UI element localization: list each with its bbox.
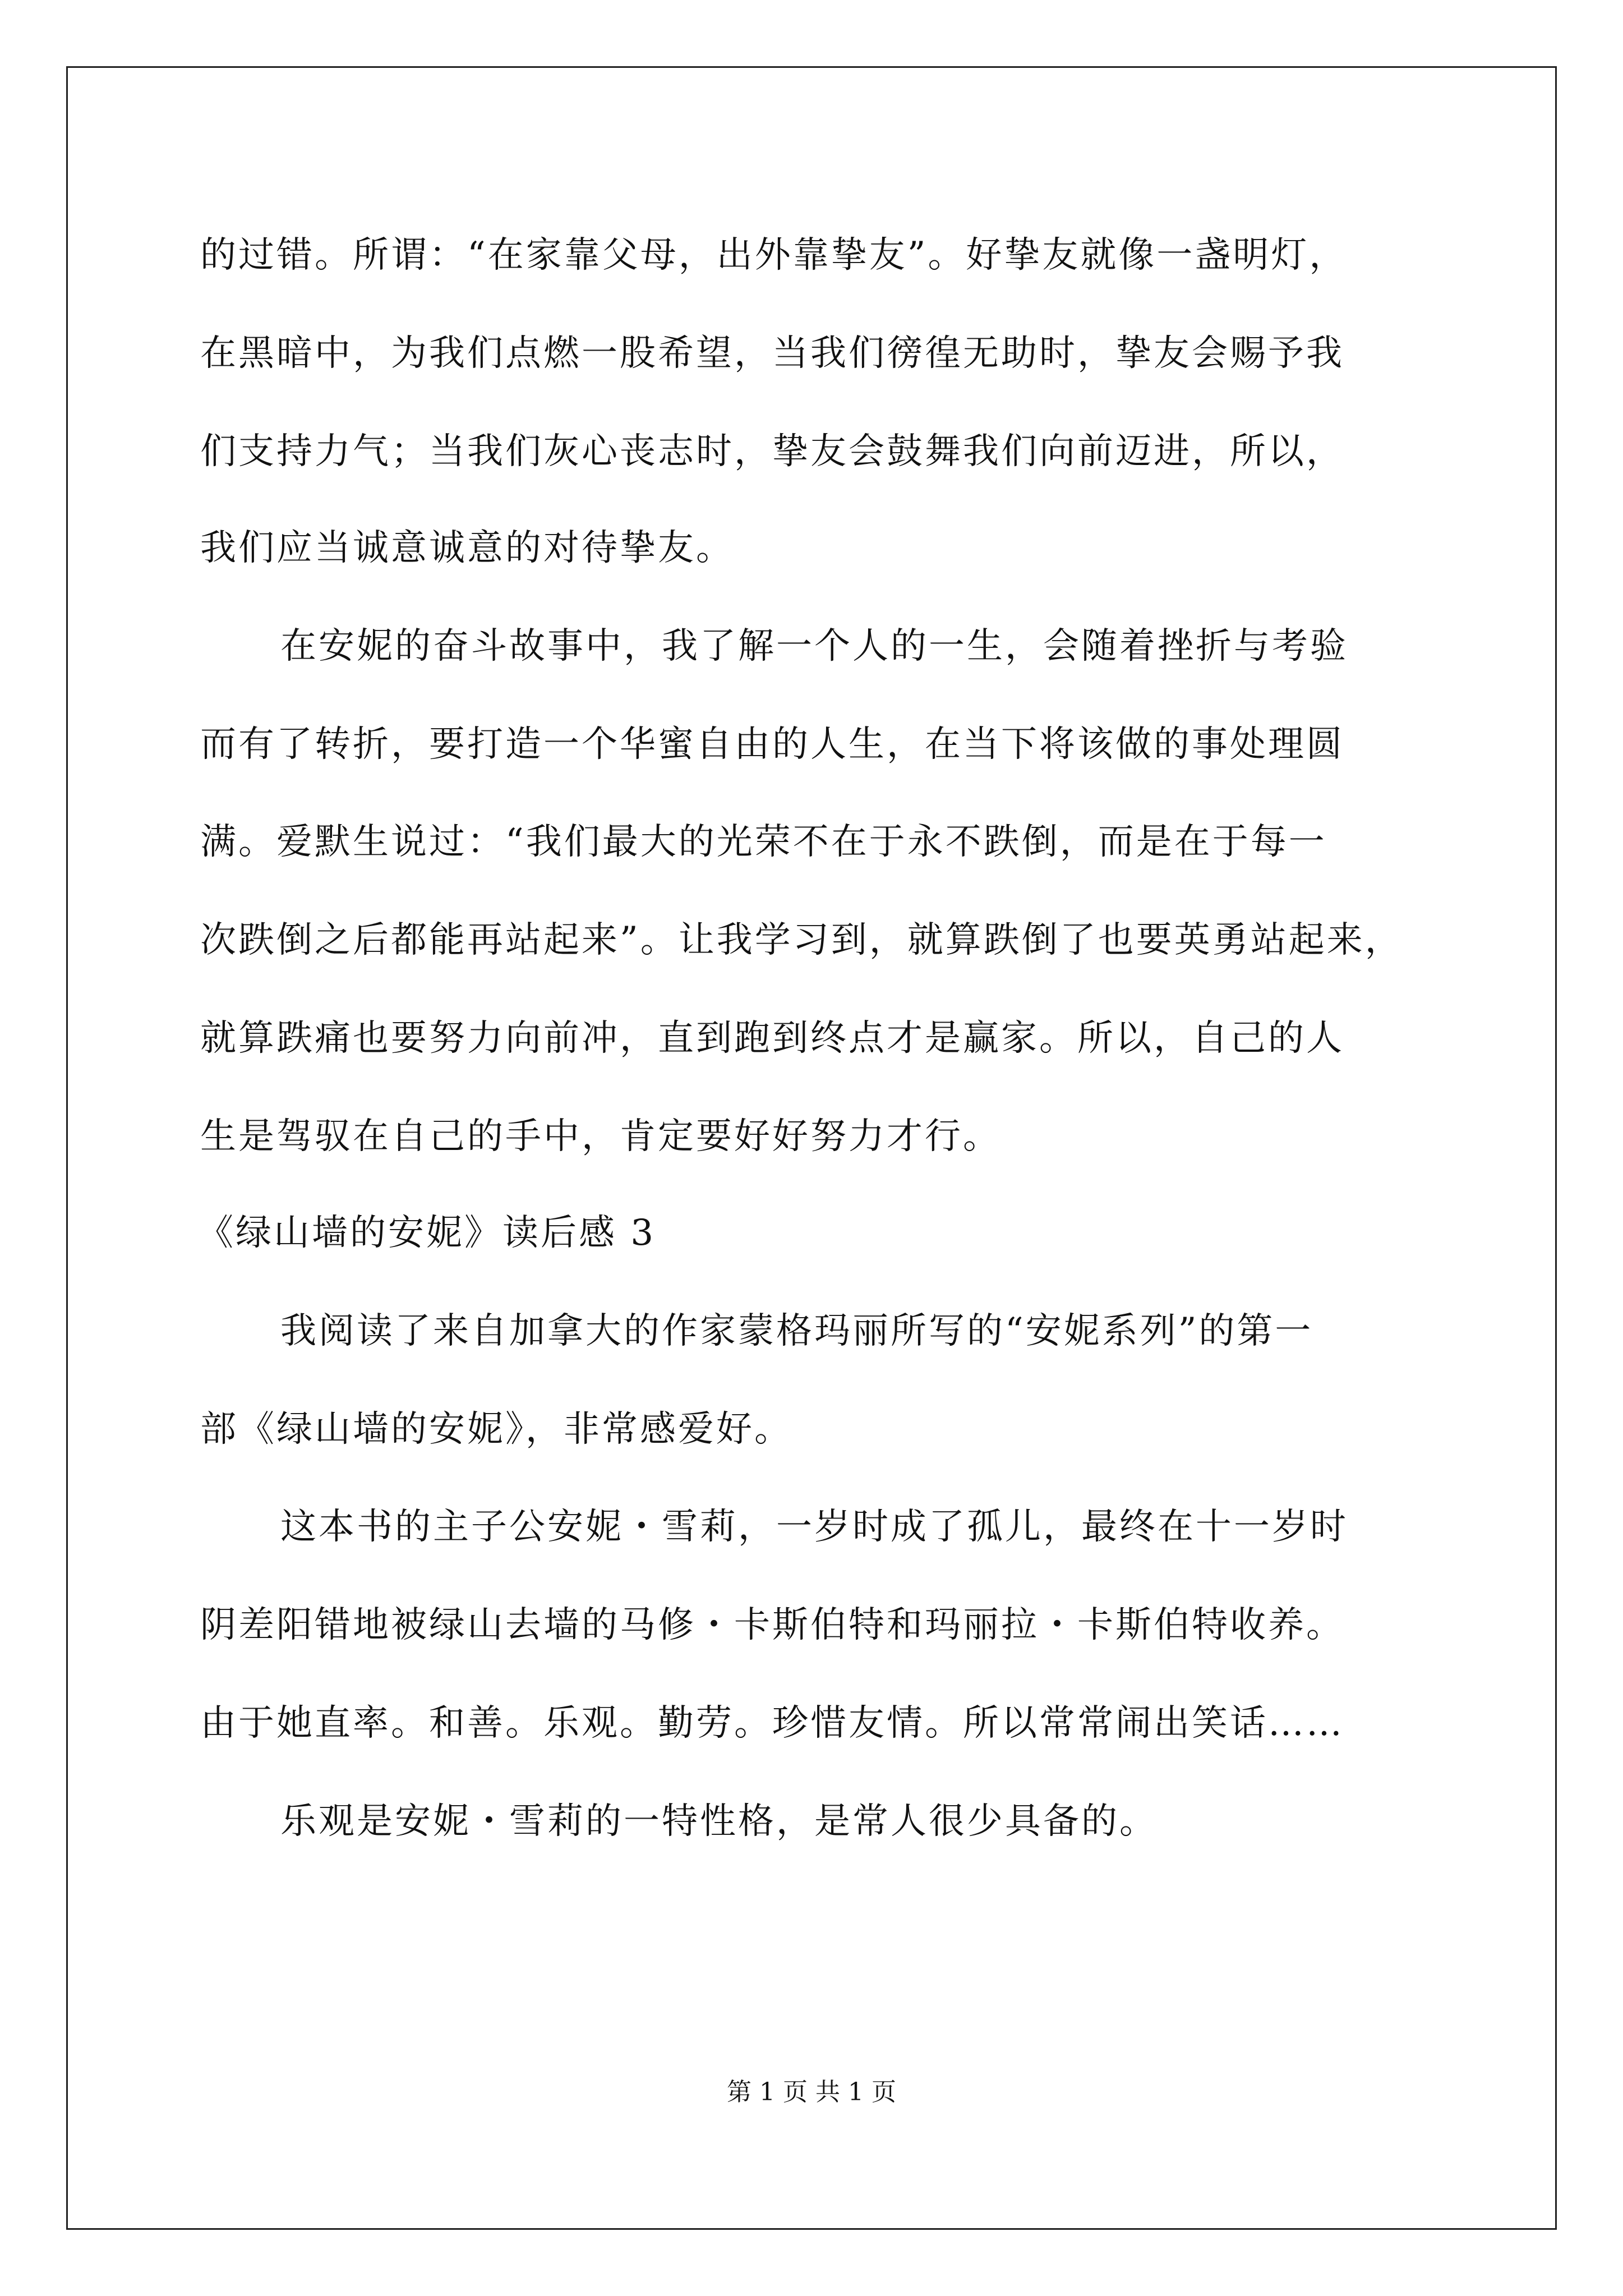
text-line: 部《绿山墙的安妮》，非常感爱好。 <box>200 1409 792 1450</box>
page-number-footer: 第 1 页 共 1 页 <box>727 2078 896 2106</box>
paragraph-first-line: 我阅读了来自加拿大的作家蒙格玛丽所写的“安妮系列”的第一 <box>280 1310 1313 1352</box>
text-line: 而有了转折，要打造一个华蜜自由的人生，在当下将该做的事处理圆 <box>200 724 1344 765</box>
text-line: 们支持力气；当我们灰心丧志时，挚友会鼓舞我们向前迈进，所以， <box>200 431 1344 472</box>
paragraph-first-line: 乐观是安妮・雪莉的一特性格，是常人很少具备的。 <box>280 1801 1158 1842</box>
paragraph-first-line: 在安妮的奋斗故事中，我了解一个人的一生，会随着挫折与考验 <box>280 625 1348 667</box>
text-line: 生是驾驭在自己的手中，肯定要好好努力才行。 <box>200 1116 1001 1157</box>
text-line: 由于她直率。和善。乐观。勤劳。珍惜友情。所以常常闹出笑话…… <box>200 1703 1344 1744</box>
paragraph-first-line: 这本书的主子公安妮・雪莉，一岁时成了孤儿，最终在十一岁时 <box>280 1506 1348 1548</box>
text-line: 满。爱默生说过：“我们最大的光荣不在于永不跌倒，而是在于每一 <box>200 821 1327 863</box>
text-line: 次跌倒之后都能再站起来”。让我学习到，就算跌倒了也要英勇站起来， <box>200 919 1403 961</box>
text-line: 在黑暗中，为我们点燃一股希望，当我们徬徨无助时，挚友会赐予我 <box>200 333 1344 374</box>
text-line: 阴差阳错地被绿山去墙的马修・卡斯伯特和玛丽拉・卡斯伯特收养。 <box>200 1604 1344 1646</box>
text-line: 我们应当诚意诚意的对待挚友。 <box>200 527 734 569</box>
section-heading: 《绿山墙的安妮》读后感 3 <box>197 1212 656 1254</box>
text-line: 就算跌痛也要努力向前冲，直到跑到终点才是赢家。所以，自己的人 <box>200 1018 1344 1059</box>
text-line: 的过错。所谓：“在家靠父母，出外靠挚友”。好挚友就像一盏明灯， <box>200 234 1348 276</box>
